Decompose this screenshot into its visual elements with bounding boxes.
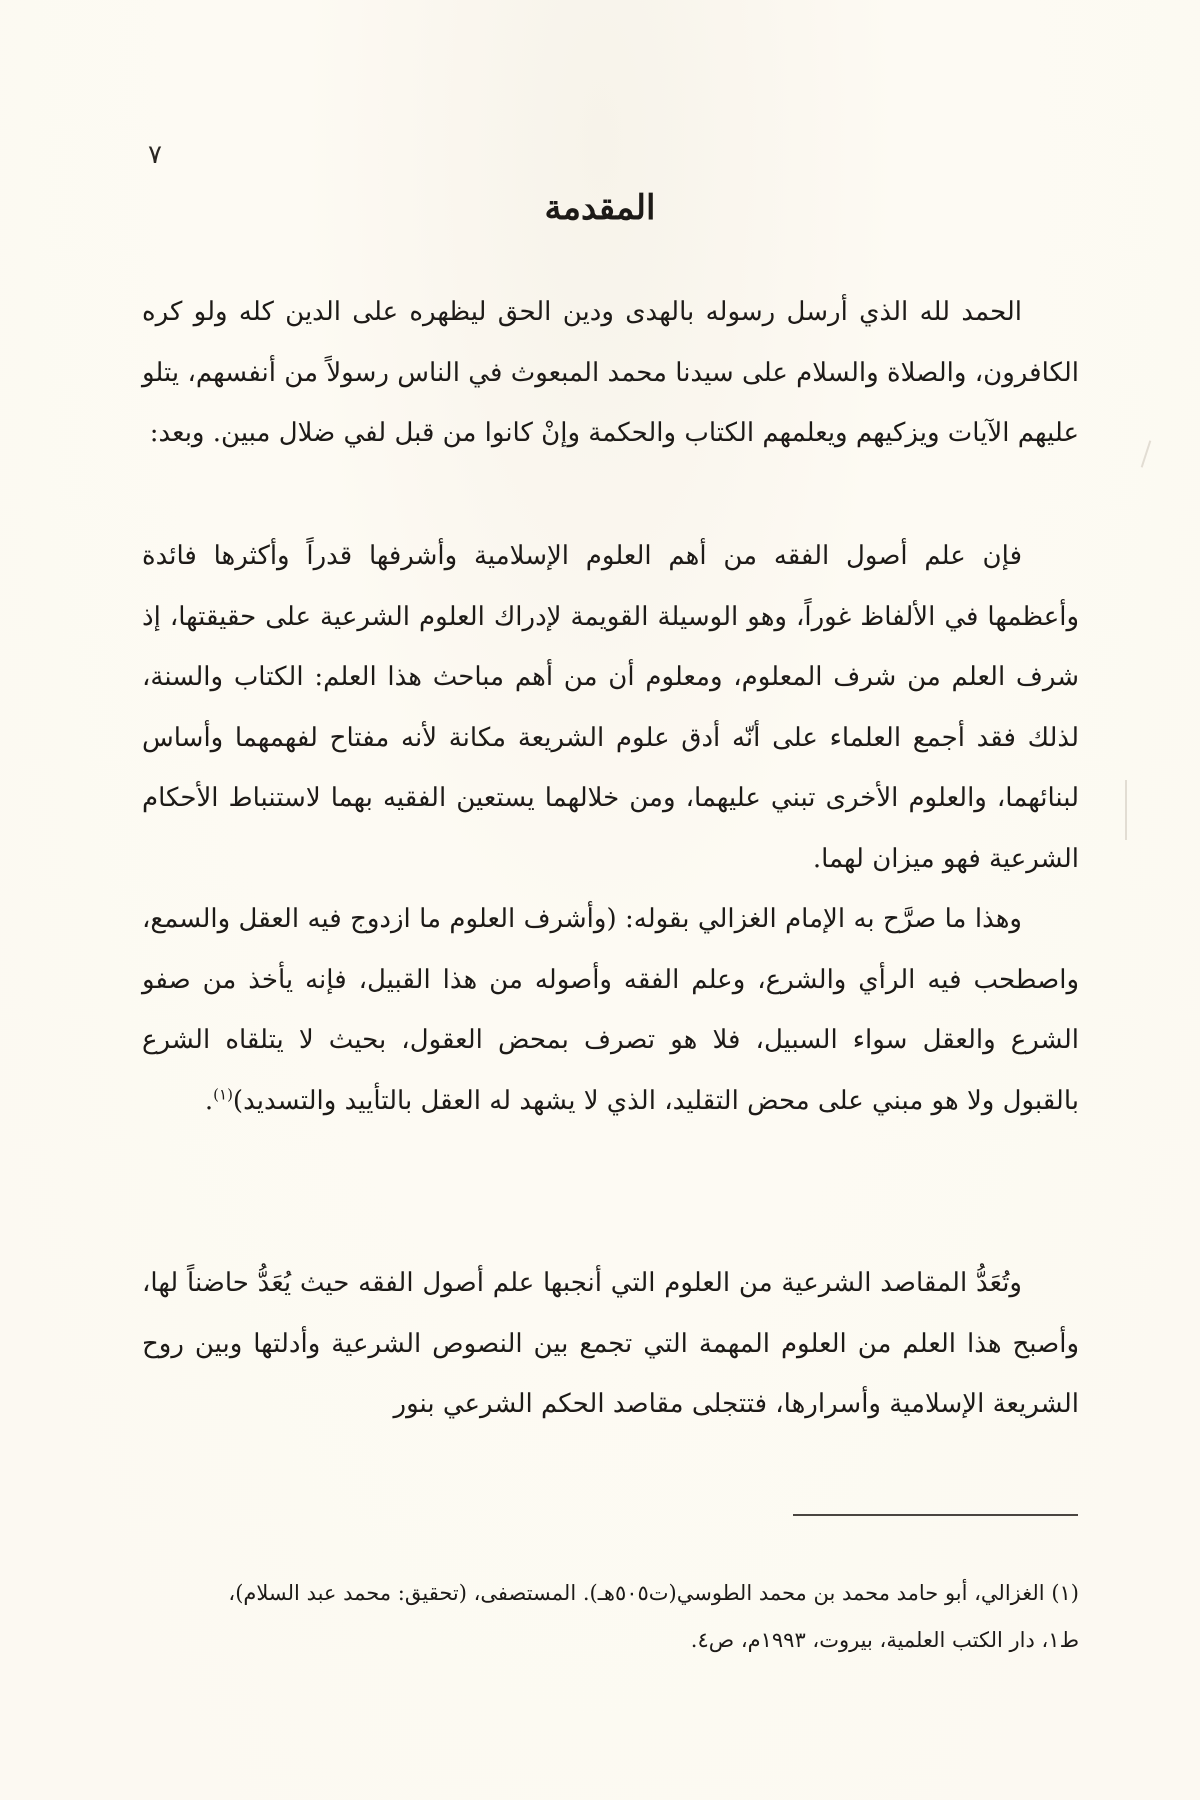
footnote-separator <box>793 1514 1078 1516</box>
footnote-marker: (١) <box>1051 1581 1079 1605</box>
paragraph-text: الحمد لله الذي أرسل رسوله بالهدى ودين الحق ليظهره على الدين كله ولو كره الكافرون، والصلاة والسلام على سيدنا محمد المبعوث في الناس رسولاً من أنفسهم، يتلو عليهم الآيات ويزكيهم ويعلمهم الكتاب والحكمة وإنْ كانوا من قبل لفي ضلال مبين. وبعد: <box>142 297 1079 448</box>
footnote-reference[interactable]: (١) <box>213 1084 233 1103</box>
paragraph <box>142 526 1079 889</box>
paragraph-with-footnote <box>142 889 1079 1131</box>
paragraph-text: وتُعَدُّ المقاصد الشرعية من العلوم التي أنجبها علم أصول الفقه حيث يُعَدُّ حاضناً لها، وأصبح هذا العلم من العلوم المهمة التي تجمع بين النصوص الشرعية وأدلتها وبين روح الشريعة الإسلامية وأسرارها، فتتجلى مقاصد الحكم الشرعي بنور <box>142 1268 1079 1419</box>
paragraph <box>142 889 1079 1131</box>
chapter-title: المقدمة <box>544 188 656 228</box>
footnote-citation: الغزالي، أبو حامد محمد بن محمد الطوسي(ت٥٠٥هـ). المستصفى، (تحقيق: محمد عبد السلام)، <box>228 1581 1045 1605</box>
paragraph <box>142 282 1079 464</box>
footnote-citation-continued: ط١، دار الكتب العلمية، بيروت، ١٩٩٣م، ص٤. <box>690 1628 1079 1652</box>
quotation-text: وهذا ما صرَّح به الإمام الغزالي بقوله: (وأشرف العلوم ما ازدوج فيه العقل والسمع، واصطحب فيه الرأي والشرع، وعلم الفقه وأصوله من هذا القبيل، فإنه يأخذ من صفو الشرع والعقل سواء السبيل، فلا هو تصرف بمحض العقول، بحيث لا يتلقاه الشرع بالقبول ولا هو مبني على محض التقليد، الذي لا يشهد له العقل بالتأييد والتسديد) <box>142 904 1079 1116</box>
scan-artifact-mark <box>1125 780 1127 840</box>
footnote-line <box>142 1617 1079 1664</box>
scan-artifact-mark <box>1141 440 1152 467</box>
page-number: ٧ <box>148 140 162 170</box>
paragraph-end-punctuation: . <box>204 1085 214 1116</box>
paragraph-text: فإن علم أصول الفقه من أهم العلوم الإسلامية وأشرفها قدراً وأكثرها فائدة وأعظمها في الألفاظ غوراً، وهو الوسيلة القويمة لإدراك العلوم الشرعية على حقيقتها، إذ شرف العلم من شرف المعلوم، ومعلوم أن من أهم مباحث هذا العلم: الكتاب والسنة، لذلك فقد أجمع العلماء على أنّه أدق علوم الشريعة مكانة لأنه مفتاح لفهمهما وأساس لبنائهما، والعلوم الأخرى تبني عليهما، ومن خلالهما يستعين الفقيه بهما لاستنباط الأحكام الشرعية فهو ميزان لهما. <box>142 541 1080 874</box>
footnote-line <box>142 1570 1079 1617</box>
footnotes <box>142 1570 1079 1664</box>
paragraph <box>142 1253 1079 1435</box>
